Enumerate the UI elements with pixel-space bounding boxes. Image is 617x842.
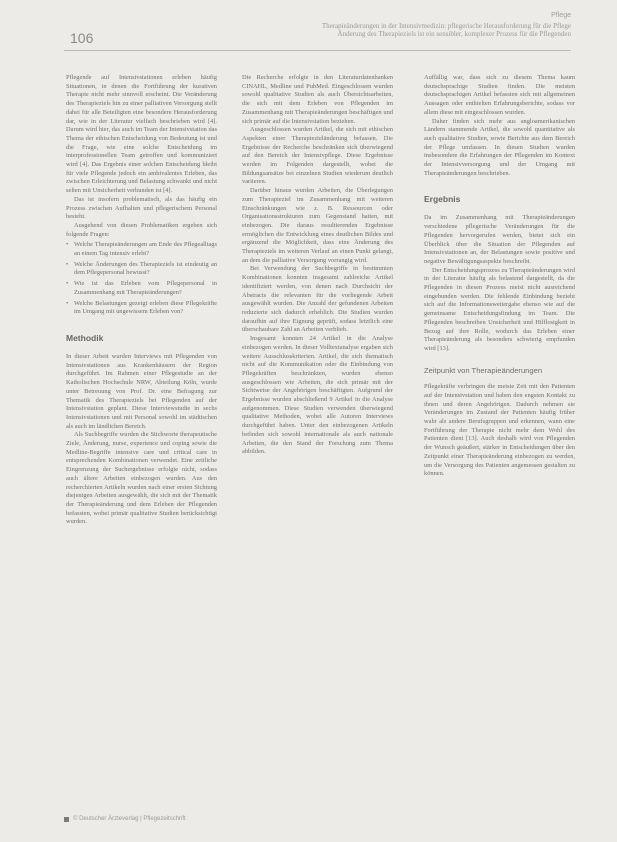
- paragraph: Da im Zusammenhang mit Therapieänderungen verschiedene pflegerische Veränderungen für die Pflegenden hervorgerufen werden, bietet sich ein Überblick über die Situation der Pflegenden auf Intensivstationen an, der Belastungen sowie positive und negative Bewältigungsaspekte beschreibt.: [424, 214, 575, 265]
- running-head-line-1: Therapieänderungen in der Intensivmedizin: pflegerische Herausforderung für die Pflege: [321, 21, 571, 30]
- running-head-line-2: Änderung des Therapieziels ist ein sensibler, komplexer Prozess für die Pflegenden: [337, 30, 571, 38]
- text-column-1: [66, 74, 217, 527]
- list-item: • Welche Belastungen gezeigt erleben diese Pflegekräfte im Umgang mit ungewissem Erleben von?: [66, 300, 217, 317]
- paragraph: Pflegende auf Intensivstationen erleben häufig Situationen, in denen die Fortführung der kurativen Therapie nicht mehr sinnvoll erscheint. Die Veränderung des Therapieziels hin zu einer palliativen Versorgung stellt dabei für alle Beteiligten eine besondere Herausforderung dar, wie in der Literatur vielfach beschrieben wird [4]. Darum wird hier, das auch im Team der Intensivstation das Thema der ethischen Entscheidung von Bedeutung ist und die Frage, wie eine solche Entscheidung im interprofessionellen Team getroffen und kommuniziert wird [4]. Das Ergebnis einer solchen Entscheidung bleibt für viele Pflegende jedoch ein ambivalentes Erleben, das zwischen Erleichterung und Belastung schwankt und nicht selten mit Unsicherheit verbunden ist [4].: [66, 74, 217, 195]
- page-footer: [64, 816, 186, 822]
- paragraph: In dieser Arbeit wurden Interviews mit Pflegenden von Intensivstationen aus Krankenhäusern der Region durchgeführt. Im Rahmen einer Pflegestudie an der Katholischen Hochschule NRW, Abteilung Köln, wurde unter Betreuung von Prof. Dr. eine Befragung zur Thematik des Therapieziels bei Pflegenden auf der Intensivstation geplant. Diese Interviewstudie in sechs Intensivstationen und mit Personal sowohl im städtischen als auch im ländlichen Bereich.: [66, 352, 217, 430]
- section-heading-methods: Methodik: [66, 332, 104, 343]
- paragraph: Daher finden sich mehr aus angloamerikanischen Ländern stammende Artikel, die sowohl quantitative als auch qualitative Studien, sowie Berichte aus dem Bereich der Pflege umfassen. In diesen Studien wurden insbesondere die Erfahrungen der Pflegenden im Kontext der Intensivversorgung und der Umgang mit Therapieänderungen beschrieben.: [424, 117, 575, 177]
- research-questions-list: [66, 241, 217, 317]
- paragraph: Pflegekräfte verbringen die meiste Zeit mit den Patienten auf der Intensivstation und haben den engsten Kontakt zu ihnen und deren Angehörigen. Dadurch nehmen sie Veränderungen im Zustand der Patienten häufig früher wahr als andere Berufsgruppen und erkennen, wann eine Fortführung der Therapie nicht mehr dem Wohl des Patienten dient [13]. Auch deshalb wird von Pflegenden der Wunsch geäußert, stärker in Entscheidungen über den Zeitpunkt einer Therapieänderung einbezogen zu werden, um die Versorgung des Patienten angemessen gestalten zu können.: [424, 383, 575, 478]
- page-number: 106: [70, 30, 94, 46]
- list-item: • Wie ist das Erleben vom Pflegepersonal in Zusammenhang mit Therapieänderungen?: [66, 280, 217, 297]
- footer-text: © Deutscher Ärzteverlag | Pflegezeitschrift: [73, 816, 186, 822]
- paragraph: Ausgeschlossen wurden Artikel, die sich mit ethischen Aspekten einer Therapiezieländerung befassen. Die Ergebnisse der Recherche beschränken sich überwiegend auf den Bereich der Intensivpflege. Diese Ergebnisse werden im Folgenden dargestellt, wobei die Bildungsansätze bei einzelnen Studien wiederum deutlich variieren.: [242, 126, 393, 186]
- paragraph: Die Recherche erfolgte in den Literaturdatenbanken CINAHL, Medline und PubMed. Eingeschlossen wurden sowohl qualitative Studien als auch Übersichtsarbeiten, die sich mit dem Erleben von Pflegenden im Zusammenhang mit Therapieänderungen beschäftigen und sich primär auf die Intensivstation beziehen.: [242, 74, 393, 125]
- paragraph: Insgesamt konnten 24 Artikel in die Analyse einbezogen werden. In dieser Volltextanalyse ergaben sich weitere Ausschlusskriterien. Artikel, die sich thematisch nicht auf die Kommunikation oder die Einbindung von Pflegekräften beschränkten, wurden ebenso ausgeschlossen wie Arbeiten, die sich primär mit der Sichtweise der Angehörigen beschäftigten. Aufgrund der Ergebnisse wurden abschließend 9 Artikel in die Analyse aufgenommen. Diese Studien verwenden überwiegend qualitative Methoden, wobei alle Autoren Interviews durchgeführt haben. Unter den einbezogenen Artikeln befinden sich sowohl internationale als auch nationale Arbeiten, die den Stand der Forschung zum Thema abbilden.: [242, 335, 393, 456]
- paragraph: Darüber hinaus wurden Arbeiten, die Überlegungen zum Therapieziel im Zusammenhang mit weiteren Einschränkungen wie z. B. Ressourcen oder Organisationsstrukturen zum Gegenstand hatten, mit einbezogen. Die daraus resultierenden Ergebnisse ermöglichen die Entwicklung eines deutlichen Bildes und ergänzend die Möglichkeit, dass eine Änderung des Therapieziels im weiteren Verlauf an einen Punkt gelangt, an dem die palliative Versorgung vorrangig wird.: [242, 187, 393, 264]
- text-column-3: [424, 74, 575, 479]
- paragraph: Ausgehend von diesen Problematiken ergeben sich folgende Fragen:: [66, 221, 217, 238]
- paragraph: Auffällig war, dass sich zu diesem Thema kaum deutschsprachige Studien finden. Die meisten deutschsprachigen Artikel befassten sich mit allgemeinen Aussagen oder enthielten Erfahrungsberichte, sodass vor allem diese mit eingeschlossen wurden.: [424, 74, 575, 116]
- paragraph: Bei Verwendung der Suchbegriffe in bestimmten Kombinationen konnten insgesamt zahlreiche Artikel identifiziert werden, von denen nach Durchsicht der Abstracts die relevanten für die vorliegende Arbeit ausgewählt wurden. Die Anzahl der gefundenen Arbeiten reduzierte sich dadurch erheblich. Die Studien wurden daraufhin auf ihre Eignung geprüft, sodass letztlich eine überschaubare Zahl an Arbeiten verblieb.: [242, 265, 393, 334]
- list-item: • Welche Therapieänderungen am Ende des Pflegealltags an einem Tag intensiv erlebt?: [66, 241, 217, 258]
- paragraph: Das ist insofern problematisch, als das häufig ein Prozess zwischen Aufhalten und pflegerischem Personal besteht.: [66, 195, 217, 221]
- paragraph: Als Suchbegriffe wurden die Stichworte therapeutische Ziele, Änderung, nurse, experience und coping sowie die Medline-Begriffe intensive care und critical care in entsprechenden Kombinationen verwendet. Eine zeitliche Eingrenzung der Suchergebnisse erfolgte nicht, sodass auch ältere Arbeiten einbezogen wurden. Aus den recherchierten Artikeln wurden nach einer ersten Sichtung diejenigen Arbeiten ausgewählt, die sich mit der Thematik der Therapieänderung und dem Erleben der Pflegenden befassten, wobei primär qualitative Studien berücksichtigt wurden.: [66, 431, 217, 526]
- text-column-2: [242, 74, 393, 457]
- subsection-heading: Zeitpunkt von Therapieänderungen: [424, 365, 543, 375]
- paragraph: Der Entscheidungsprozess zu Therapieänderungen wird in der Literatur häufig als belastend dargestellt, da die Pflegenden in diesen Prozess meist nicht ausreichend eingebunden werden. Die fehlende Einbindung bezieht sich auf die Informationsweitergabe ebenso wie auf die gemeinsame Entscheidungsfindung im Team. Die Pflegenden beschreiben Unsicherheit und Hilflosigkeit in Bezug auf ihre Rolle, wodurch das Erleben einer Therapieänderung als besonders schwierig empfunden wird [13].: [424, 266, 575, 352]
- running-head: [181, 12, 571, 39]
- section-heading-results: Ergebnis: [424, 194, 461, 205]
- section-tag: Pflege: [551, 12, 571, 19]
- footer-square-icon: [64, 817, 69, 822]
- header-rule: [64, 50, 571, 51]
- list-item: • Welche Änderungen des Therapieziels ist eindeutig an dem Pflegepersonal bewusst?: [66, 261, 217, 278]
